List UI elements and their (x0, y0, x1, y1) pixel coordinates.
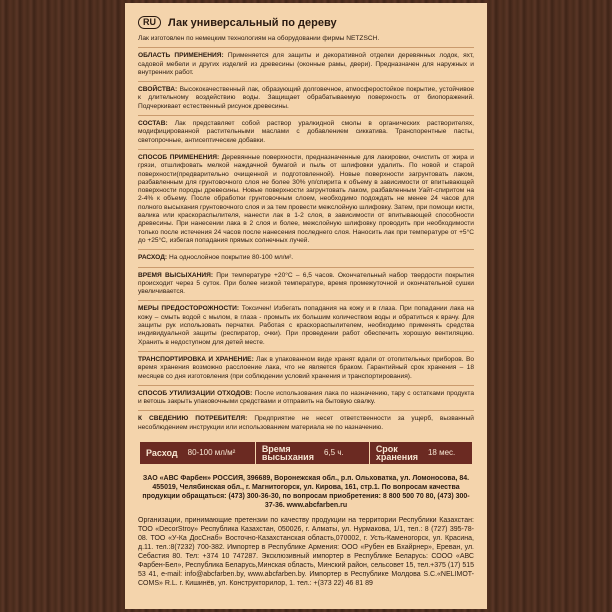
summary-consumption: Расход 80-100 мл/м² (140, 442, 256, 464)
section-disposal (138, 390, 474, 412)
section-title: СПОСОБ ПРИМЕНЕНИЯ: (138, 153, 220, 161)
section-title: РАСХОД: (138, 254, 168, 262)
section-method (138, 154, 474, 250)
product-title: Лак универсальный по дереву (168, 16, 337, 29)
section-text: Предприятие не несет ответственности за ущерб, вызванный несоблюдением инструкции или использованием материала не по назначению. (138, 415, 474, 431)
section-composition (138, 120, 474, 150)
importers-info: Организации, принимающие претензии по качеству продукции на территории Республики Казахстан: ТОО «DecorStroy» Республика Казахстан, 050026, г. Алматы, ул. Нурмакова, 1/1, тел.: 8 (727) 395-78-08. ТОО «У-Ка ДосСнаб» Восточно-Казахстанская область,070002, г. Усть-Каменогорск, ул. Красина, д.11. тел.:8(7232) 700-382. Импортер в Республике Армения: ООО «Рубен ев Бхайрнер», Ереван, ул. Себастия 80. Тел: +374 10 747287. Эксклюзивный импортер в Республике Беларусь: СООО «АВС Фарбен-Бел», Республика Беларусь,Минская область, Минский район, сельсовет 15, тел.+375 (17) 515 53 41, e-mail: info@abcfarben.by, www.abcfarben.by. Импортер в Республике Молдова S.C.«NELIMOT-COMS» R.L. г. Кишинёв, ул. Конструкторилор, 1. тел.: +(373 22) 46 81 89 (138, 516, 474, 587)
section-storage (138, 356, 474, 386)
section-text: Лак в упакованном виде хранят вдали от отопительных приборов. Во время хранения возможно расслоение лака, что не является браком. Гарантийный срок хранения – 18 месяцев со дня изготовления (при соблюдении условий хранения и транспортирования). (138, 355, 475, 380)
section-drying (138, 272, 474, 302)
section-area (138, 52, 474, 82)
intro-text: Лак изготовлен по немецким технологиям на оборудовании фирмы NETZSCH. (138, 35, 474, 48)
section-text: На однослойное покрытие 80-100 мл/м². (168, 254, 294, 262)
section-notice (138, 415, 474, 436)
section-title: ТРАНСПОРТИРОВКА И ХРАНЕНИЕ: (138, 355, 254, 363)
section-title: СПОСОБ УТИЛИЗАЦИИ ОТХОДОВ: (138, 389, 253, 397)
section-title: ВРЕМЯ ВЫСЫХАНИЯ: (138, 271, 214, 279)
section-title: СОСТАВ: (138, 120, 168, 128)
section-text: Высококачественный лак, образующий долговечное, атмосферостойкое покрытие, устойчивое к длительному воздействию воды. Защищает обрабатываемую поверхность от биопоражений. Подчеркивает естественный рисунок древесины. (138, 86, 474, 110)
manufacturer-address: ЗАО «АВС Фарбен» РОССИЯ, 396689, Воронежская обл., р.п. Ольховатка, ул. Ломоносова, 84. 455019, Челябинская обл., г. Магнитогорск, ул. Кирова, 161, стр.1. По вопросам качества продукции обращаться: (473) 300-36-30, по вопросам приобретения: 8 800 500 70 80, (473) 300-37-36. www.abcfarben.ru (142, 474, 470, 509)
section-text: Токсичен! Избегать попадания на кожу и в глаза. При попадании лака на кожу – смыть водой с мылом, в глаза - промыть их большим количеством воды и обратиться к врачу. Для защиты рук использовать перчатки. Работая с краскораспылителем, необходимо применять средства индивидуальной защиты (респиратор, очки). При проведении работ обеспечить хорошую вентиляцию. Хранить в недоступном для детей месте. (138, 305, 474, 346)
section-text: При температуре +20°С – 6,5 часов. Окончательный набор твердости покрытия происходит через 5 суток. При более низкой температуре, время промежуточной и окончательной сушки увеличивается. (138, 271, 474, 296)
product-label (125, 3, 487, 609)
section-properties (138, 86, 474, 116)
section-text: Лак представляет собой раствор уралкидной смолы в органических растворителях, модифицированной растительными маслами с добавлением сиккатива. Транспорентные пасты, светопрочные, антисептические добавки. (138, 120, 474, 144)
section-text: После использования лака по назначению, тару с остатками продукта и ветошь закрыть упаковочными средствами и отправить на бытовую свалку. (138, 389, 474, 406)
section-text: Деревянные поверхности, предназначенные для лакировки, очистить от жира и грязи, отшлифовать мелкой наждачной бумагой и пыль от шлифовки удалить. По новой и старой поверхности(предварительно очищенной и подготовленной). Новые поверхности загрунтовать лаком, разбавленным для грунтовочного слоя не более 30% уп/спирита к объему в зависимости от впитывающей поверхности породы древесины. Новые поверхности загрунтовать лаком, разбавленным Уайт-спиритом на 2-4% к объему. После обработки грунтовочным слоем, необходимо подождать не менее 24 часов для полного высыхания грунтовочного слоя и за тем провести межслойную шлифовку. Затем, при помощи кисти, валика или краскораспылителя, нанести лак в 1-2 слоя, в зависимости от впитывающей способности древесины. При нанесении лака в 2 слоя и более, межслойную шлифовку проводить при необходимости только после истечения 24 часов после нанесения последнего слоя. Наносить лак при температуре от +5°С до +25°С, избегая попадания прямых солнечных лучей. (138, 153, 474, 244)
summary-shelf-life: Срок хранения 18 мес. (375, 443, 456, 462)
section-title: К СВЕДЕНИЮ ПОТРЕБИТЕЛЯ: (138, 415, 248, 423)
section-text: Применяется для защиты и декоративной отделки деревянных лодок, яхт, садовой мебели и других изделий из древесины (оконные рамы, двери). Предназначен для наружных и внутренних работ. (138, 52, 474, 76)
section-title: МЕРЫ ПРЕДОСТОРОЖНОСТИ: (138, 305, 240, 313)
section-safety (138, 305, 474, 351)
section-title: СВОЙСТВА: (138, 86, 178, 94)
summary-drying: Время высыхания 6,5 ч. (256, 442, 370, 464)
label-header (138, 16, 474, 29)
language-badge: RU (138, 16, 161, 29)
section-consumption (138, 254, 474, 267)
summary-bar (140, 442, 472, 464)
section-title: ОБЛАСТЬ ПРИМЕНЕНИЯ: (138, 52, 224, 60)
